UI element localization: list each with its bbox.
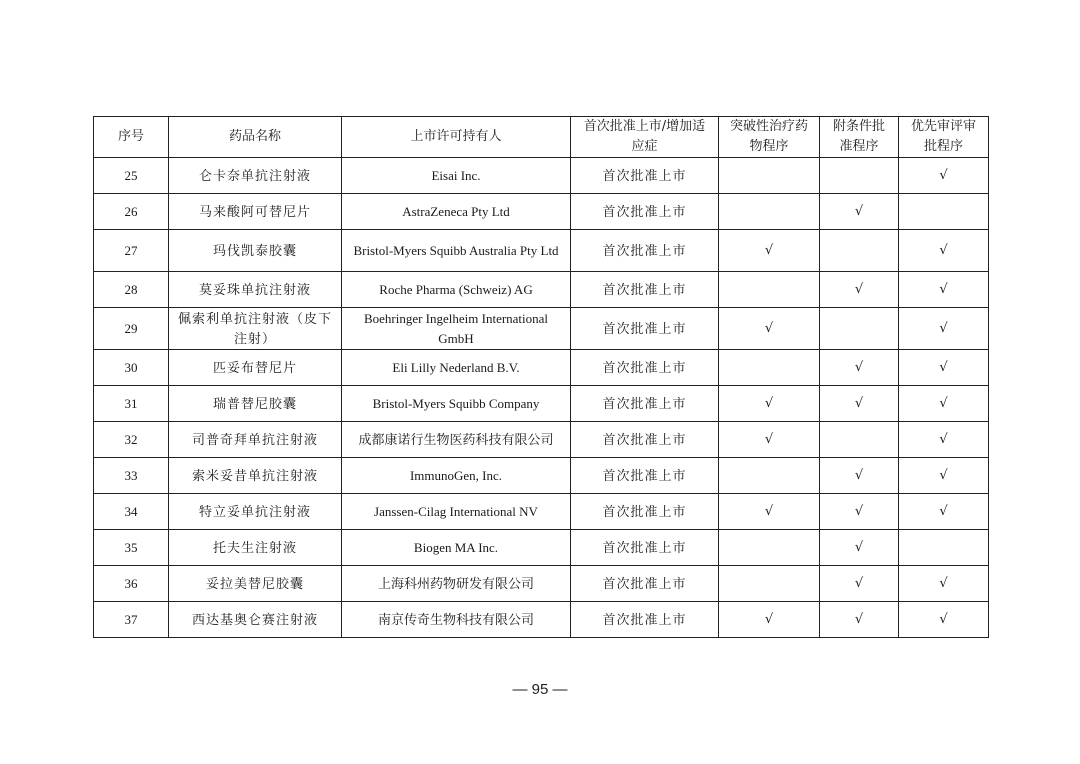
table-row — [94, 530, 989, 566]
row-seq: 31 — [94, 386, 169, 422]
table-row — [94, 566, 989, 602]
row-priority-check: √ — [899, 494, 989, 530]
row-seq: 37 — [94, 602, 169, 638]
row-approval-type: 首次批准上市 — [571, 158, 719, 194]
row-breakthrough-check — [719, 458, 820, 494]
row-priority-check: √ — [899, 230, 989, 272]
row-license-holder: 上海科州药物研发有限公司 — [342, 566, 571, 602]
header-license-holder: 上市许可持有人 — [342, 117, 571, 158]
row-approval-type: 首次批准上市 — [571, 308, 719, 350]
row-priority-check: √ — [899, 308, 989, 350]
row-license-holder: AstraZeneca Pty Ltd — [342, 194, 571, 230]
row-priority-check: √ — [899, 272, 989, 308]
row-seq: 30 — [94, 350, 169, 386]
row-license-holder: ImmunoGen, Inc. — [342, 458, 571, 494]
row-license-holder: Biogen MA Inc. — [342, 530, 571, 566]
row-conditional-check: √ — [820, 350, 899, 386]
table-row — [94, 230, 989, 272]
row-priority-check: √ — [899, 386, 989, 422]
row-license-holder: Roche Pharma (Schweiz) AG — [342, 272, 571, 308]
row-seq: 32 — [94, 422, 169, 458]
drug-approval-table-container — [93, 116, 988, 638]
table-row — [94, 158, 989, 194]
row-approval-type: 首次批准上市 — [571, 566, 719, 602]
row-license-holder: Janssen-Cilag International NV — [342, 494, 571, 530]
row-approval-type: 首次批准上市 — [571, 350, 719, 386]
table-body — [94, 158, 989, 638]
header-drug-name: 药品名称 — [169, 117, 342, 158]
row-breakthrough-check — [719, 272, 820, 308]
header-priority: 优先审评审 批程序 — [899, 117, 989, 158]
row-priority-check: √ — [899, 602, 989, 638]
row-drug-name: 马来酸阿可替尼片 — [169, 194, 342, 230]
table-header-row — [94, 117, 989, 158]
row-priority-check: √ — [899, 566, 989, 602]
row-seq: 27 — [94, 230, 169, 272]
row-breakthrough-check: √ — [719, 494, 820, 530]
row-breakthrough-check — [719, 566, 820, 602]
row-priority-check — [899, 530, 989, 566]
row-approval-type: 首次批准上市 — [571, 230, 719, 272]
row-conditional-check: √ — [820, 530, 899, 566]
row-seq: 29 — [94, 308, 169, 350]
page-number: — 95 — — [512, 681, 568, 698]
row-conditional-check: √ — [820, 602, 899, 638]
row-conditional-check — [820, 308, 899, 350]
row-conditional-check: √ — [820, 272, 899, 308]
row-license-holder: Eisai Inc. — [342, 158, 571, 194]
row-conditional-check — [820, 422, 899, 458]
row-seq: 35 — [94, 530, 169, 566]
table-row — [94, 422, 989, 458]
table-row — [94, 350, 989, 386]
row-license-holder: 南京传奇生物科技有限公司 — [342, 602, 571, 638]
row-priority-check: √ — [899, 158, 989, 194]
row-conditional-check — [820, 158, 899, 194]
row-license-holder: Eli Lilly Nederland B.V. — [342, 350, 571, 386]
row-seq: 34 — [94, 494, 169, 530]
header-conditional: 附条件批 准程序 — [820, 117, 899, 158]
row-drug-name: 西达基奥仑赛注射液 — [169, 602, 342, 638]
row-approval-type: 首次批准上市 — [571, 494, 719, 530]
row-conditional-check: √ — [820, 386, 899, 422]
header-breakthrough: 突破性治疗药 物程序 — [719, 117, 820, 158]
row-approval-type: 首次批准上市 — [571, 458, 719, 494]
row-approval-type: 首次批准上市 — [571, 194, 719, 230]
row-drug-name: 匹妥布替尼片 — [169, 350, 342, 386]
row-breakthrough-check — [719, 194, 820, 230]
row-approval-type: 首次批准上市 — [571, 386, 719, 422]
row-conditional-check — [820, 230, 899, 272]
row-license-holder: Bristol-Myers Squibb Australia Pty Ltd — [342, 230, 571, 272]
row-approval-type: 首次批准上市 — [571, 422, 719, 458]
row-conditional-check: √ — [820, 566, 899, 602]
row-priority-check — [899, 194, 989, 230]
table-row — [94, 308, 989, 350]
table-row — [94, 602, 989, 638]
row-breakthrough-check: √ — [719, 308, 820, 350]
table-row — [94, 194, 989, 230]
row-priority-check: √ — [899, 458, 989, 494]
row-breakthrough-check: √ — [719, 422, 820, 458]
row-approval-type: 首次批准上市 — [571, 602, 719, 638]
row-license-holder: Bristol-Myers Squibb Company — [342, 386, 571, 422]
row-seq: 26 — [94, 194, 169, 230]
row-conditional-check: √ — [820, 494, 899, 530]
row-license-holder: Boehringer Ingelheim International GmbH — [342, 308, 571, 350]
row-drug-name: 索米妥昔单抗注射液 — [169, 458, 342, 494]
drug-approval-table — [93, 116, 989, 638]
row-approval-type: 首次批准上市 — [571, 530, 719, 566]
row-drug-name: 司普奇拜单抗注射液 — [169, 422, 342, 458]
row-breakthrough-check: √ — [719, 602, 820, 638]
row-drug-name: 莫妥珠单抗注射液 — [169, 272, 342, 308]
row-breakthrough-check — [719, 158, 820, 194]
row-drug-name: 玛伐凯泰胶囊 — [169, 230, 342, 272]
row-seq: 25 — [94, 158, 169, 194]
row-drug-name: 佩索利单抗注射液（皮下注射） — [169, 308, 342, 350]
row-breakthrough-check: √ — [719, 230, 820, 272]
row-priority-check: √ — [899, 350, 989, 386]
row-approval-type: 首次批准上市 — [571, 272, 719, 308]
table-row — [94, 458, 989, 494]
table-row — [94, 494, 989, 530]
row-drug-name: 托夫生注射液 — [169, 530, 342, 566]
header-approval-type: 首次批准上市/增加适 应症 — [571, 117, 719, 158]
row-seq: 28 — [94, 272, 169, 308]
row-conditional-check: √ — [820, 194, 899, 230]
row-priority-check: √ — [899, 422, 989, 458]
table-row — [94, 386, 989, 422]
row-drug-name: 特立妥单抗注射液 — [169, 494, 342, 530]
row-drug-name: 瑞普替尼胶囊 — [169, 386, 342, 422]
row-license-holder: 成都康诺行生物医药科技有限公司 — [342, 422, 571, 458]
header-seq: 序号 — [94, 117, 169, 158]
row-drug-name: 妥拉美替尼胶囊 — [169, 566, 342, 602]
row-seq: 36 — [94, 566, 169, 602]
row-conditional-check: √ — [820, 458, 899, 494]
row-seq: 33 — [94, 458, 169, 494]
row-breakthrough-check — [719, 530, 820, 566]
row-drug-name: 仑卡奈单抗注射液 — [169, 158, 342, 194]
table-row — [94, 272, 989, 308]
row-breakthrough-check — [719, 350, 820, 386]
row-breakthrough-check: √ — [719, 386, 820, 422]
